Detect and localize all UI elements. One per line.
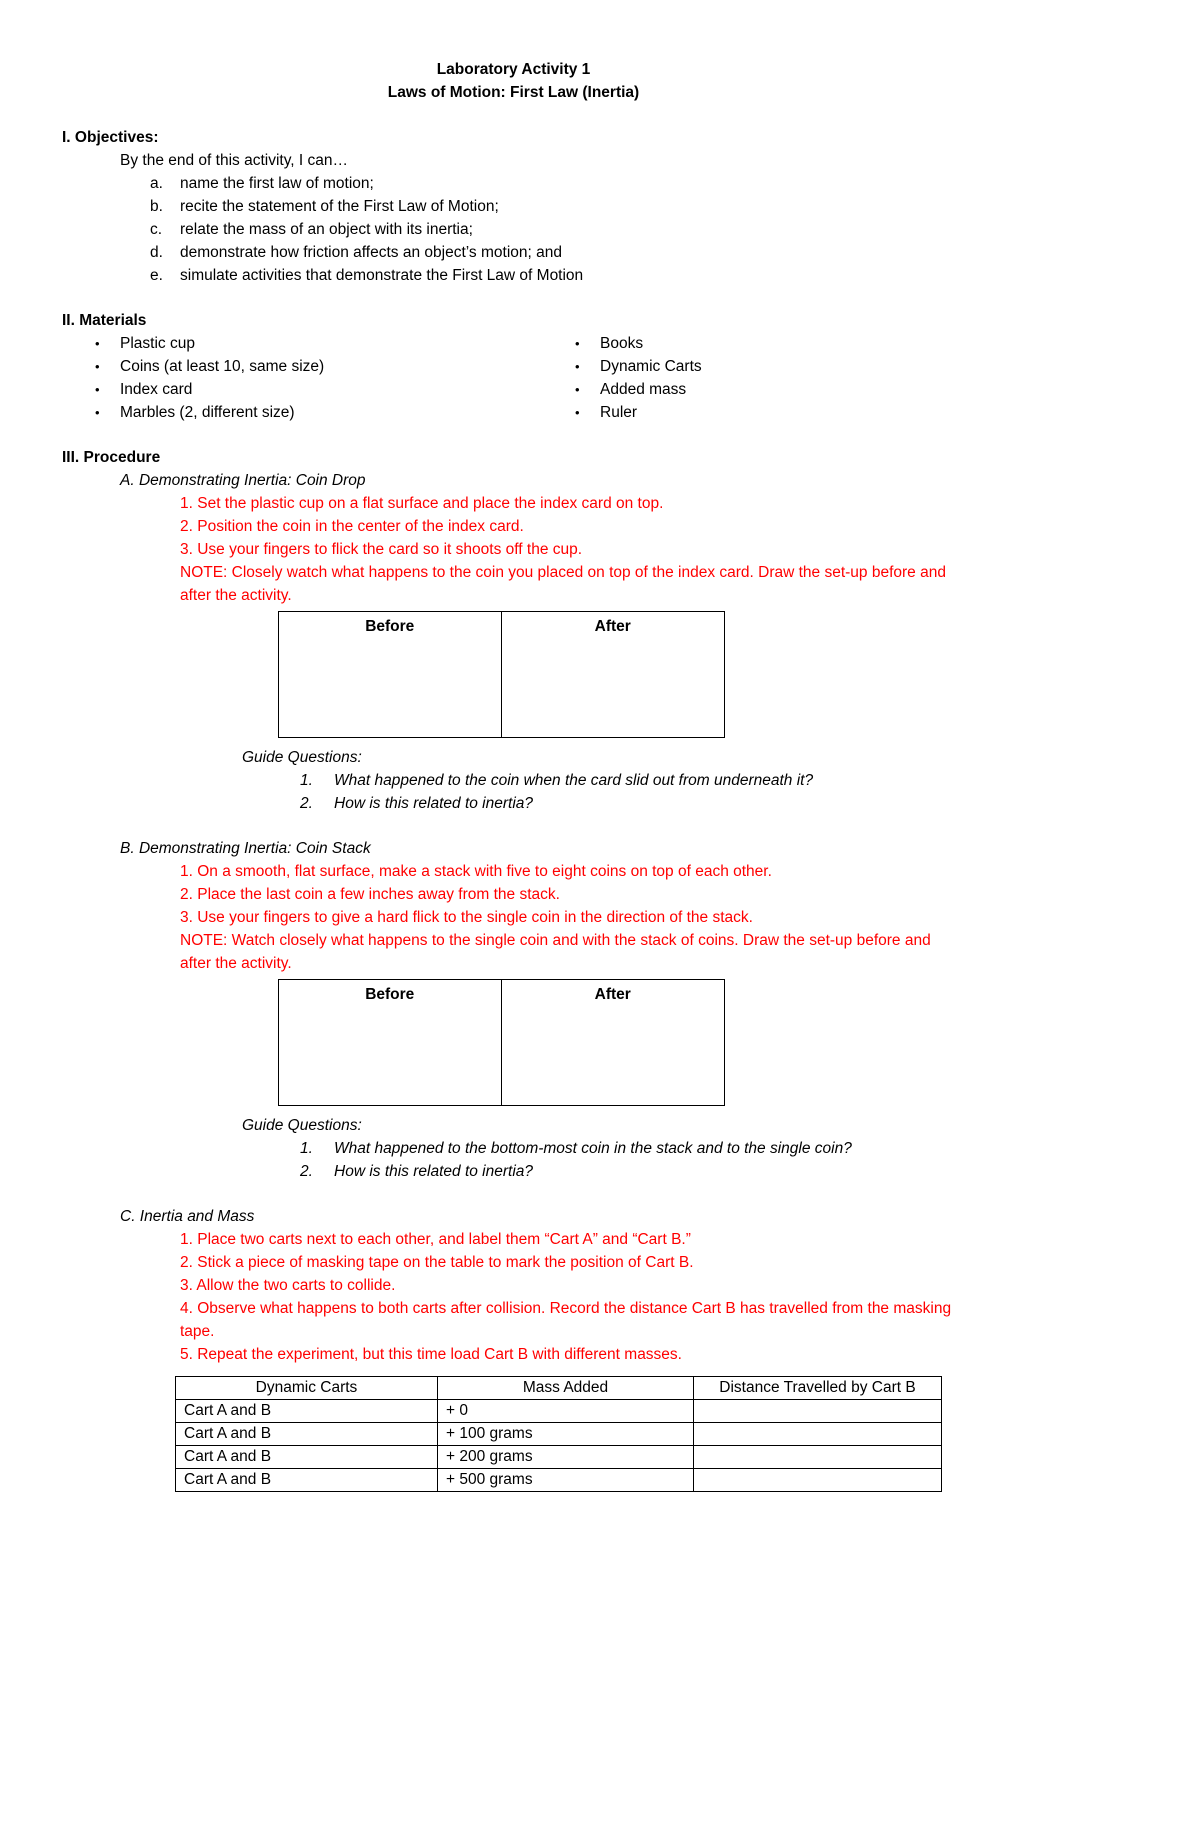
procedure-section-a — [62, 469, 965, 815]
col-header-dynamic-carts: Dynamic Carts — [176, 1377, 438, 1400]
procedure-step: 3. Use your fingers to give a hard flick to the single coin in the direction of the stack. — [180, 909, 753, 926]
question-number: 1. — [300, 772, 313, 789]
title-line-2: Laws of Motion: First Law (Inertia) — [387, 84, 640, 101]
materials-item — [575, 332, 702, 355]
bullet-icon: • — [575, 382, 580, 397]
materials-item — [575, 355, 702, 378]
materials-item — [575, 378, 702, 401]
before-cell — [279, 612, 502, 737]
materials-heading: II. Materials — [62, 312, 147, 329]
question-text: What happened to the bottom-most coin in the stack and to the single coin? — [334, 1140, 852, 1157]
procedure-step: 2. Stick a piece of masking tape on the table to mark the position of Cart B. — [180, 1254, 694, 1271]
procedure-step: 3. Allow the two carts to collide. — [180, 1277, 396, 1294]
table-row — [176, 1446, 942, 1469]
bullet-icon: • — [95, 382, 100, 397]
objective-letter: b. — [150, 198, 163, 215]
cell-carts: Cart A and B — [176, 1469, 438, 1492]
section-c-title: C. Inertia and Mass — [120, 1208, 255, 1225]
col-header-distance: Distance Travelled by Cart B — [694, 1377, 942, 1400]
objective-letter: a. — [150, 175, 163, 192]
objective-item — [150, 195, 965, 218]
table-row — [176, 1469, 942, 1492]
materials-lists — [95, 332, 965, 424]
before-label: Before — [365, 618, 415, 635]
procedure-step: 4. Observe what happens to both carts after collision. Record the distance Cart B has travelled from the masking tape. — [180, 1300, 952, 1340]
bullet-icon: • — [95, 336, 100, 351]
after-cell — [502, 612, 725, 737]
objective-item — [150, 241, 965, 264]
procedure-step: 1. Place two carts next to each other, and label them “Cart A” and “Cart B.” — [180, 1231, 691, 1248]
cell-mass: + 200 grams — [438, 1446, 694, 1469]
procedure-step: 2. Place the last coin a few inches away from the stack. — [180, 886, 560, 903]
objectives-list — [62, 172, 965, 287]
table-header-row — [176, 1377, 942, 1400]
section-b-title: B. Demonstrating Inertia: Coin Stack — [120, 840, 371, 857]
document-title — [62, 58, 965, 104]
guide-question — [300, 792, 965, 815]
before-cell — [279, 980, 502, 1105]
cart-distance-table — [175, 1376, 942, 1492]
question-number: 2. — [300, 1163, 313, 1180]
materials-left-list — [95, 332, 575, 424]
materials-item — [95, 355, 575, 378]
objective-item — [150, 172, 965, 195]
cell-mass: + 500 grams — [438, 1469, 694, 1492]
cell-carts: Cart A and B — [176, 1423, 438, 1446]
objective-letter: e. — [150, 267, 163, 284]
guide-question — [300, 1137, 965, 1160]
title-line-1: Laboratory Activity 1 — [436, 61, 591, 78]
after-cell — [502, 980, 725, 1105]
cell-mass: + 100 grams — [438, 1423, 694, 1446]
materials-item-label: Marbles (2, different size) — [120, 404, 295, 421]
materials-item-label: Added mass — [600, 381, 687, 398]
cell-mass: + 0 — [438, 1400, 694, 1423]
question-text: What happened to the coin when the card slid out from underneath it? — [334, 772, 814, 789]
materials-item-label: Index card — [120, 381, 193, 398]
section-c-steps — [180, 1228, 965, 1366]
procedure-section-b — [62, 837, 965, 1183]
question-number: 2. — [300, 795, 313, 812]
materials-item — [95, 378, 575, 401]
question-number: 1. — [300, 1140, 313, 1157]
guide-questions-heading: Guide Questions: — [242, 749, 362, 766]
procedure-note: NOTE: Watch closely what happens to the single coin and with the stack of coins. Draw the set-up before and after the activity. — [180, 932, 931, 972]
procedure-step: 1. On a smooth, flat surface, make a stack with five to eight coins on top of each other. — [180, 863, 772, 880]
before-label: Before — [365, 986, 415, 1003]
materials-item-label: Books — [600, 335, 644, 352]
table-row — [176, 1400, 942, 1423]
procedure-heading: III. Procedure — [62, 449, 161, 466]
bullet-icon: • — [575, 359, 580, 374]
materials-right-list — [575, 332, 702, 424]
materials-item — [575, 401, 702, 424]
objectives-intro: By the end of this activity, I can… — [120, 152, 349, 169]
materials-item-label: Ruler — [600, 404, 638, 421]
procedure-step: 1. Set the plastic cup on a flat surface and place the index card on top. — [180, 495, 664, 512]
bullet-icon: • — [575, 405, 580, 420]
materials-item — [95, 401, 575, 424]
bullet-icon: • — [95, 359, 100, 374]
objective-text: relate the mass of an object with its inertia; — [180, 221, 473, 238]
objectives-heading: I. Objectives: — [62, 129, 159, 146]
objective-text: demonstrate how friction affects an object’s motion; and — [180, 244, 562, 261]
bullet-icon: • — [95, 405, 100, 420]
cell-distance — [694, 1446, 942, 1469]
cell-carts: Cart A and B — [176, 1446, 438, 1469]
guide-question — [300, 1160, 965, 1183]
question-text: How is this related to inertia? — [334, 795, 534, 812]
drawing-box-a — [278, 611, 725, 738]
materials-item — [95, 332, 575, 355]
cell-distance — [694, 1423, 942, 1446]
procedure-step: 2. Position the coin in the center of the index card. — [180, 518, 524, 535]
drawing-box-b — [278, 979, 725, 1106]
section-a-title: A. Demonstrating Inertia: Coin Drop — [120, 472, 366, 489]
procedure-section-c — [62, 1205, 965, 1492]
cell-carts: Cart A and B — [176, 1400, 438, 1423]
section-a-steps — [180, 492, 965, 607]
question-text: How is this related to inertia? — [334, 1163, 534, 1180]
materials-item-label: Plastic cup — [120, 335, 195, 352]
procedure-section — [62, 446, 965, 1492]
objective-text: recite the statement of the First Law of Motion; — [180, 198, 499, 215]
objective-text: simulate activities that demonstrate the First Law of Motion — [180, 267, 584, 284]
procedure-note: NOTE: Closely watch what happens to the coin you placed on top of the index card. Draw the set-up before and after the activity. — [180, 564, 946, 604]
objectives-section — [62, 126, 965, 287]
section-b-steps — [180, 860, 965, 975]
guide-question — [300, 769, 965, 792]
objective-letter: c. — [150, 221, 163, 238]
objective-item — [150, 264, 965, 287]
after-label: After — [594, 618, 631, 635]
cell-distance — [694, 1400, 942, 1423]
objective-item — [150, 218, 965, 241]
materials-section — [62, 309, 965, 424]
col-header-mass-added: Mass Added — [438, 1377, 694, 1400]
cell-distance — [694, 1469, 942, 1492]
after-label: After — [594, 986, 631, 1003]
objective-letter: d. — [150, 244, 163, 261]
objective-text: name the first law of motion; — [180, 175, 374, 192]
table-row — [176, 1423, 942, 1446]
procedure-step: 5. Repeat the experiment, but this time load Cart B with different masses. — [180, 1346, 682, 1363]
materials-item-label: Dynamic Carts — [600, 358, 702, 375]
guide-questions-heading: Guide Questions: — [242, 1117, 362, 1134]
materials-item-label: Coins (at least 10, same size) — [120, 358, 325, 375]
procedure-step: 3. Use your fingers to flick the card so it shoots off the cup. — [180, 541, 583, 558]
bullet-icon: • — [575, 336, 580, 351]
